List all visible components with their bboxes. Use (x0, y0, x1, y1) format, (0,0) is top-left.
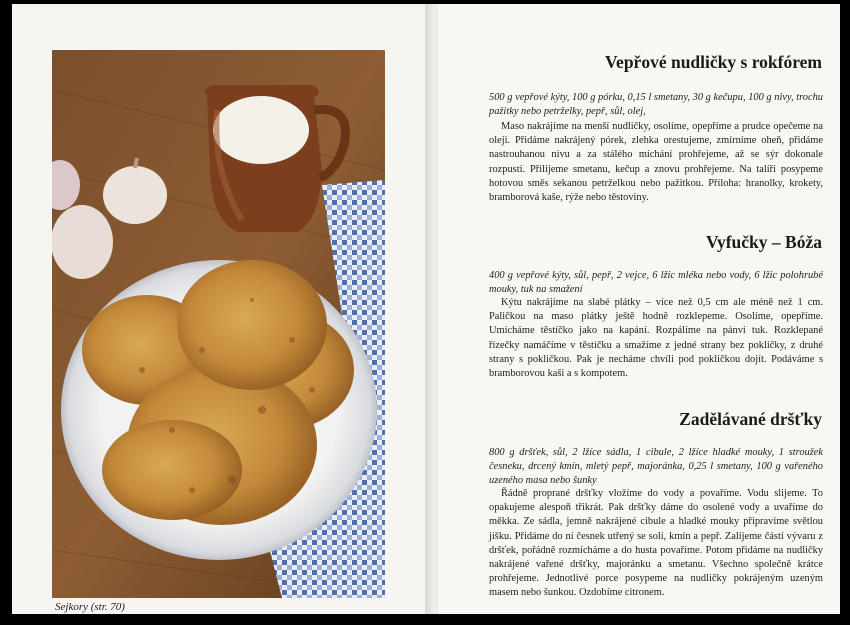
photo-caption: Sejkory (str. 70) (55, 601, 125, 613)
method-text-3: Řádně proprané dršťky vložíme do vody a povaříme. Vodu slijeme. To opakujeme alespoň třikrát. Pak dršťky dáme do osolené vody a uvaříme do měkka. Ze sádla, jemně nakrájené cibule a hladké mouky připravíme světlou jíšku. Přidáme do ní česnek utřený se solí, kmín a pepř. Zalijeme částí vývaru z dršťek, pořádně rozmícháme a do husta povaříme. Potom přidáme na nudličky nakrájené vařené dršťky, majoránku a smetanu. Všechno společně krátce prohřejeme. Jednotlivé porce posypeme na nudličky pokrájeným uzeným masem nebo šunkou. Ozdobíme citronem. (489, 488, 823, 599)
recipe-title-3: Zadělávané dršťky (679, 409, 822, 429)
method-3 (489, 487, 823, 601)
method-text-1: Maso nakrájíme na menší nudličky, osolíme, opepříme a prudce opečeme na oleji. Přidáme nakrájený pórek, zlehka orestujeme, zmírníme oheň, přidáme nastrouhanou nivu a za stálého míchání prohřejeme, až se sýr dokonale rozpustí. Přilijeme smetanu, kečup a znovu prohřejeme. Na talíři posypeme hotovou směs sekanou petrželkou nebo pažitkou. Příloha: hranolky, krokety, bramborová kaše, rýže nebo těstoviny. (489, 121, 823, 204)
recipe-title-2: Vyfučky – Bóža (705, 232, 822, 252)
ingredients-2: 400 g vepřové kýty, sůl, pepř, 2 vejce, 6 lžic mléka nebo vody, 6 lžic polohrubé mouky, tuk na smažení (489, 270, 823, 295)
recipe-title-1: Vepřové nudličky s rokfórem (605, 52, 822, 72)
ingredients-1: 500 g vepřové kýty, 100 g pórku, 0,15 l smetany, 30 g kečupu, 100 g nivy, trochu pažitky nebo petrželky, pepř, sůl, olej, (489, 92, 823, 117)
method-text-2: Kýtu nakrájíme na slabé plátky – více než 0,5 cm ale méně než 1 cm. Paličkou na maso plátky ještě hodně rozklepeme. Osolíme, opepříme. Umícháme těstíčko jako na kapání. Rozpálíme na pánvi tuk. Rozklepané řízečky namáčíme v těstíčku a smažíme z jedné strany bez pokličky, z druhé strany s pokličkou. Pak je necháme chvíli pod pokličkou dojít. Podáváme s bramborovou kaší a s kompotem. (489, 297, 823, 380)
food-photo (52, 50, 385, 598)
ingredients-3: 800 g dršťek, sůl, 2 lžíce sádla, 1 cibule, 2 lžíce hladké mouky, 1 stroužek česneku, drcený kmín, mletý pepř, majoránka, 0,25 l smetany, 100 g vařeného uzeného masa nebo šunky (489, 447, 823, 486)
method-1 (489, 120, 823, 205)
method-2 (489, 296, 823, 381)
